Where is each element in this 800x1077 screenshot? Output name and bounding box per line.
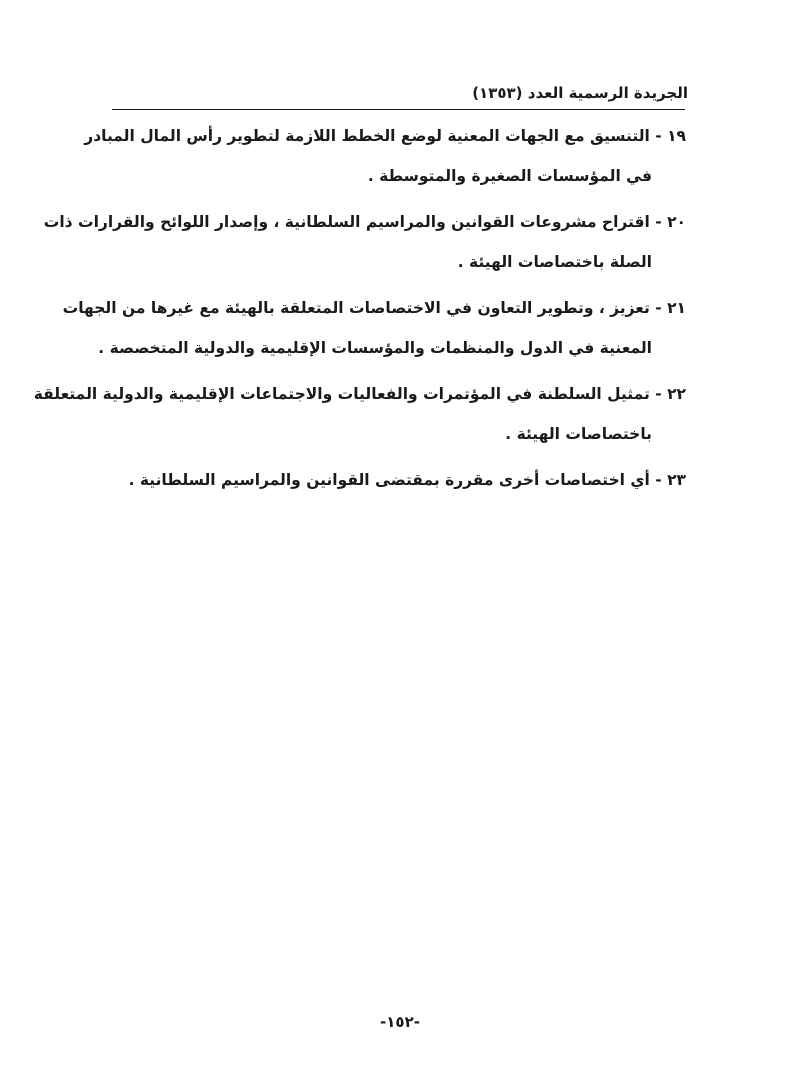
- list-item-20: [43, 202, 686, 282]
- list-item-19: [84, 116, 686, 196]
- gazette-header: الجريدة الرسمية العدد (١٣٥٣): [472, 84, 688, 102]
- list-item-23: [100, 460, 686, 500]
- list-item-line: ١٩ - التنسيق مع الجهات المعنية لوضع الخطط اللازمة لتطوير رأس المال المبادر: [84, 127, 686, 145]
- list-item-line: الصلة باختصاصات الهيئة .: [457, 253, 652, 271]
- list-item-line: ٢٠ - اقتراح مشروعات القوانين والمراسيم السلطانية ، وإصدار اللوائح والقرارات ذات: [43, 213, 686, 231]
- list-item-22: [33, 374, 686, 454]
- list-item-line: ٢١ - تعزيز ، وتطوير التعاون في الاختصاصات المتعلقة بالهيئة مع غيرها من الجهات: [62, 299, 686, 317]
- list-item-line: ٢٢ - تمثيل السلطنة في المؤتمرات والفعاليات والاجتماعات الإقليمية والدولية المتعلقة: [33, 385, 686, 403]
- article-list: [33, 116, 686, 506]
- list-item-line: المعنية في الدول والمنظمات والمؤسسات الإقليمية والدولية المتخصصة .: [98, 339, 652, 357]
- page-number: -١٥٢-: [380, 1013, 420, 1031]
- list-item-line: باختصاصات الهيئة .: [505, 425, 652, 443]
- list-item-line: في المؤسسات الصغيرة والمتوسطة .: [367, 167, 652, 185]
- header-divider: [112, 109, 685, 110]
- list-item-line: ٢٣ - أي اختصاصات أخرى مقررة بمقتضى القوانين والمراسيم السلطانية .: [128, 471, 686, 489]
- list-item-21: [62, 288, 686, 368]
